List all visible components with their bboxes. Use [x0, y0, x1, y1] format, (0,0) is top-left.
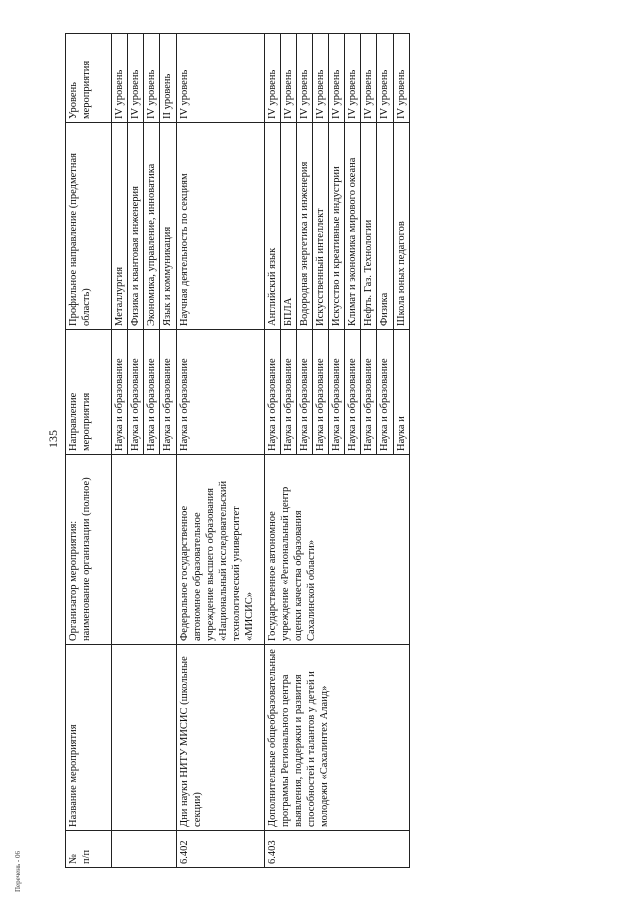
- events-table: [65, 33, 410, 868]
- cell-level: II уровень: [160, 34, 176, 123]
- cell-level: IV уровень: [264, 34, 280, 123]
- cell-profile: Английский язык: [264, 123, 280, 330]
- cell-profile: Климат и экономика мирового океана: [345, 123, 361, 330]
- cell-name: Дополнительные общеобразовательные программы Регионального центра выявления, поддержки и развития способностей и талантов у детей и молодежи «Сахалинтех Алаид»: [264, 645, 409, 831]
- header-row: [66, 34, 112, 868]
- cell-profile: Физика: [377, 123, 393, 330]
- header-profile: Профильное направление (предметная область): [66, 123, 112, 330]
- table-row: [176, 34, 264, 868]
- cell-profile: Металлургия: [112, 123, 128, 330]
- cell-direction: Наука и образование: [312, 330, 328, 455]
- cell-level: IV уровень: [296, 34, 312, 123]
- table-body: [66, 34, 410, 868]
- cell-level: IV уровень: [112, 34, 128, 123]
- cell-direction: Наука и образование: [280, 330, 296, 455]
- cell-organizer: Государственное автономное учреждение «Региональный центр оценки качества образования Сахалинской области»: [264, 455, 409, 645]
- cell-level: IV уровень: [345, 34, 361, 123]
- cell-level: IV уровень: [280, 34, 296, 123]
- cell-direction: Наука и образование: [377, 330, 393, 455]
- cell-direction: Наука и образование: [329, 330, 345, 455]
- cell-level: IV уровень: [144, 34, 160, 123]
- header-num: № п/п: [66, 831, 112, 868]
- header-level: Уровень мероприятия: [66, 34, 112, 123]
- cell-num: [112, 831, 177, 868]
- header-direction: Направление мероприятия: [66, 330, 112, 455]
- cell-name: Дни науки НИТУ МИСИС (школьные секции): [176, 645, 264, 831]
- header-organizer: Организатор мероприятия: наименование организации (полное): [66, 455, 112, 645]
- cell-level: IV уровень: [176, 34, 264, 123]
- cell-direction: Наука и образование: [296, 330, 312, 455]
- cell-direction: Наука и образование: [264, 330, 280, 455]
- cell-direction: Наука и образование: [361, 330, 377, 455]
- cell-name: [112, 645, 177, 831]
- cell-profile: Научная деятельность по секциям: [176, 123, 264, 330]
- page-number: 135: [46, 430, 60, 448]
- cell-direction: Наука и: [393, 330, 409, 455]
- cell-organizer: Федеральное государственное автономное образовательное учреждение высшего образования «Национальный исследовательский технологический университет «МИСИС»: [176, 455, 264, 645]
- cell-level: IV уровень: [361, 34, 377, 123]
- table-row: [112, 34, 128, 868]
- cell-num: 6.403: [264, 831, 409, 868]
- header-name: Название мероприятия: [66, 645, 112, 831]
- cell-profile: Экономика, управление, инноватика: [144, 123, 160, 330]
- cell-profile: Водородная энергетика и инженерия: [296, 123, 312, 330]
- cell-direction: Наука и образование: [160, 330, 176, 455]
- cell-level: IV уровень: [329, 34, 345, 123]
- cell-direction: Наука и образование: [176, 330, 264, 455]
- cell-level: IV уровень: [377, 34, 393, 123]
- cell-profile: Язык и коммуникация: [160, 123, 176, 330]
- cell-direction: Наука и образование: [128, 330, 144, 455]
- cell-profile: БПЛА: [280, 123, 296, 330]
- cell-profile: Школа юных педагогов: [393, 123, 409, 330]
- cell-num: 6.402: [176, 831, 264, 868]
- cell-organizer: [112, 455, 177, 645]
- cell-profile: Искусственный интеллект: [312, 123, 328, 330]
- cell-level: IV уровень: [312, 34, 328, 123]
- cell-direction: Наука и образование: [112, 330, 128, 455]
- cell-profile: Физика и квантовая инженерия: [128, 123, 144, 330]
- footer-note: Перечень - 06: [14, 851, 22, 892]
- cell-profile: Нефть. Газ. Технологии: [361, 123, 377, 330]
- cell-direction: Наука и образование: [144, 330, 160, 455]
- table-row: [264, 34, 280, 868]
- cell-direction: Наука и образование: [345, 330, 361, 455]
- rotated-page: [65, 34, 583, 868]
- cell-level: IV уровень: [128, 34, 144, 123]
- cell-profile: Искусство и креативные индустрии: [329, 123, 345, 330]
- cell-level: IV уровень: [393, 34, 409, 123]
